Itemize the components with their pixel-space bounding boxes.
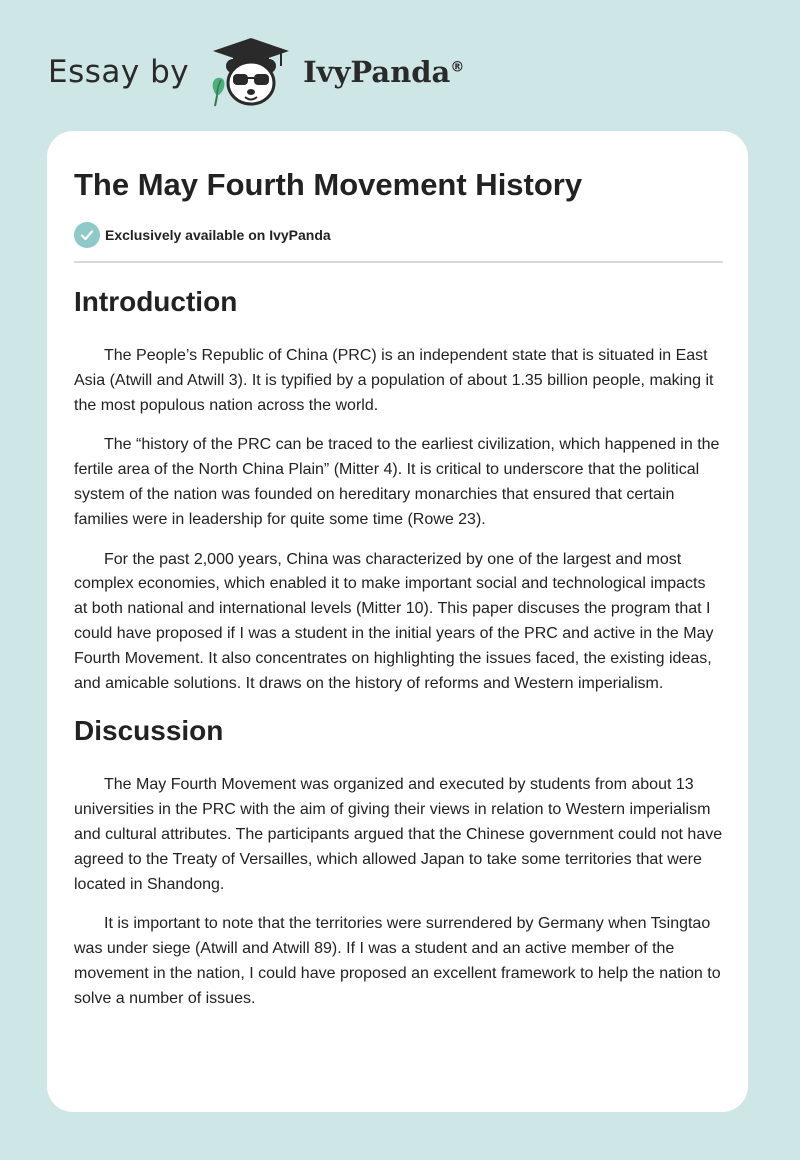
exclusive-badge xyxy=(74,222,331,248)
divider xyxy=(74,261,723,263)
section-heading-introduction: Introduction xyxy=(74,286,238,317)
essay-body xyxy=(74,282,723,1027)
badge-label: Exclusively available on IvyPanda xyxy=(105,227,331,243)
page-title: The May Fourth Movement History xyxy=(74,167,583,202)
registered-mark: ® xyxy=(450,59,465,76)
brand-prefix: Essay by xyxy=(48,54,190,90)
paragraph: It is important to note that the territories were surrendered by Germany when Tsingtao was under siege (Atwill and Atwill 89). If I was a student and an active member of the movement in the nation, I could have proposed an excellent framework to help the nation to solve a number of issues. xyxy=(74,915,721,1007)
brand-header xyxy=(48,36,464,108)
check-icon xyxy=(74,222,100,248)
panda-logo-icon[interactable] xyxy=(203,36,299,108)
brand-name: IvyPanda® xyxy=(303,55,465,89)
section-heading-discussion: Discussion xyxy=(74,715,224,747)
paragraph: For the past 2,000 years, China was characterized by one of the largest and most complex economies, which enabled it to make important social and technological impacts at both national and international levels (Mitter 10). This paper discuses the program that I could have proposed if I was a student in the initial years of the PRC and active in the May Fourth Movement. It also concentrates on highlighting the issues faced, the existing ideas, and amicable solutions. It draws on the history of reforms and Western imperialism. xyxy=(74,550,714,692)
paragraph: The “history of the PRC can be traced to the earliest civilization, which happened in the fertile area of the North China Plain” (Mitter 4). It is critical to underscore that the political system of the nation was founded on hereditary monarchies that ensured that certain families were in leadership for quite some time (Rowe 23). xyxy=(74,436,720,528)
paragraph: The People’s Republic of China (PRC) is an independent state that is situated in East Asia (Atwill and Atwill 3). It is typified by a population of about 1.35 billion people, making it the most populous nation across the world. xyxy=(74,347,714,414)
paragraph: The May Fourth Movement was organized and executed by students from about 13 universities in the PRC with the aim of giving their views in relation to Western imperialism and cultural attributes. The participants argued that the Chinese government could not have agreed to the Treaty of Versailles, which allowed Japan to take some territories that were located in Shandong. xyxy=(74,776,723,893)
essay-card xyxy=(47,131,748,1112)
